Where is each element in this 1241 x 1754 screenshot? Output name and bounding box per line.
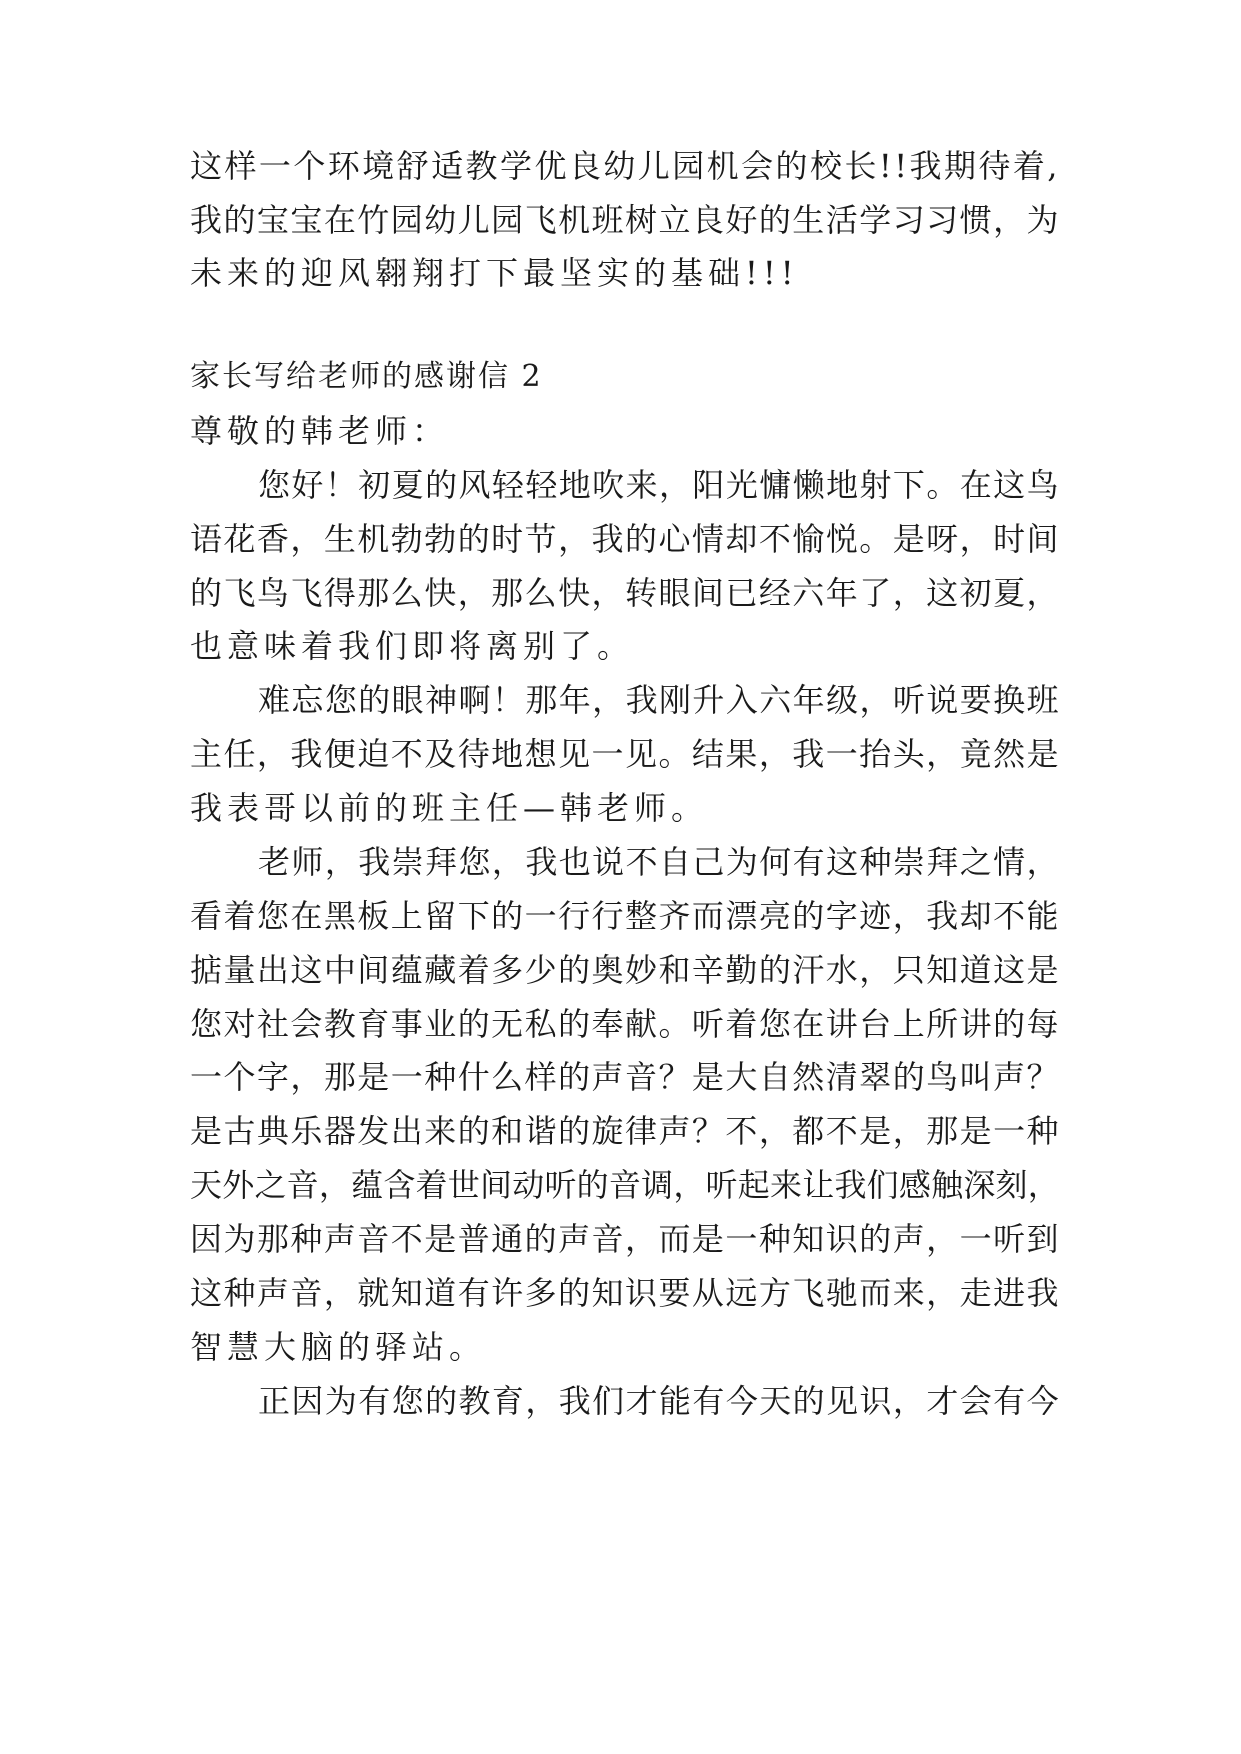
paragraph-2-line: 难忘您的眼神啊！那年，我刚升入六年级，听说要换班 bbox=[258, 681, 1061, 719]
paragraph-3-line: 一个字，那是一种什么样的声音？是大自然清翠的鸟叫声？ bbox=[190, 1058, 1061, 1096]
intro-line: 未来的迎风翱翔打下最坚实的基础!!! bbox=[190, 254, 799, 292]
salutation: 尊敬的韩老师： bbox=[190, 412, 450, 450]
paragraph-1-line: 也意味着我们即将离别了。 bbox=[190, 627, 635, 665]
intro-line: 这样一个环境舒适教学优良幼儿园机会的校长!!我期待着, bbox=[190, 147, 1060, 185]
letter-title: 家长写给老师的感谢信 2 bbox=[190, 359, 543, 394]
paragraph-3-line: 老师，我崇拜您，我也说不自己为何有这种崇拜之情， bbox=[258, 843, 1061, 881]
paragraph-1-line: 您好！初夏的风轻轻地吹来，阳光慵懒地射下。在这鸟 bbox=[258, 466, 1061, 504]
paragraph-3-line: 这种声音，就知道有许多的知识要从远方飞驰而来，走进我 bbox=[190, 1274, 1061, 1312]
paragraph-3-line: 看着您在黑板上留下的一行行整齐而漂亮的字迹，我却不能 bbox=[190, 897, 1061, 935]
paragraph-4-line: 正因为有您的教育，我们才能有今天的见识，才会有今 bbox=[258, 1382, 1061, 1420]
paragraph-2-line: 我表哥以前的班主任—韩老师。 bbox=[190, 789, 709, 827]
paragraph-3-line: 天外之音，蕴含着世间动听的音调，听起来让我们感触深刻， bbox=[190, 1166, 1061, 1204]
paragraph-3-line: 因为那种声音不是普通的声音，而是一种知识的声，一听到 bbox=[190, 1220, 1061, 1258]
paragraph-3-line: 智慧大脑的驿站。 bbox=[190, 1328, 487, 1366]
paragraph-2-line: 主任，我便迫不及待地想见一见。结果，我一抬头，竟然是 bbox=[190, 735, 1061, 773]
intro-line: 我的宝宝在竹园幼儿园飞机班树立良好的生活学习习惯，为 bbox=[190, 201, 1061, 239]
paragraph-3-line: 您对社会教育事业的无私的奉献。听着您在讲台上所讲的每 bbox=[190, 1005, 1061, 1043]
paragraph-3-line: 掂量出这中间蕴藏着多少的奥妙和辛勤的汗水，只知道这是 bbox=[190, 951, 1061, 989]
paragraph-1-line: 的飞鸟飞得那么快，那么快，转眼间已经六年了，这初夏， bbox=[190, 574, 1061, 612]
paragraph-1-line: 语花香，生机勃勃的时节，我的心情却不愉悦。是呀，时间 bbox=[190, 520, 1061, 558]
paragraph-3-line: 是古典乐器发出来的和谐的旋律声？不，都不是，那是一种 bbox=[190, 1112, 1061, 1150]
